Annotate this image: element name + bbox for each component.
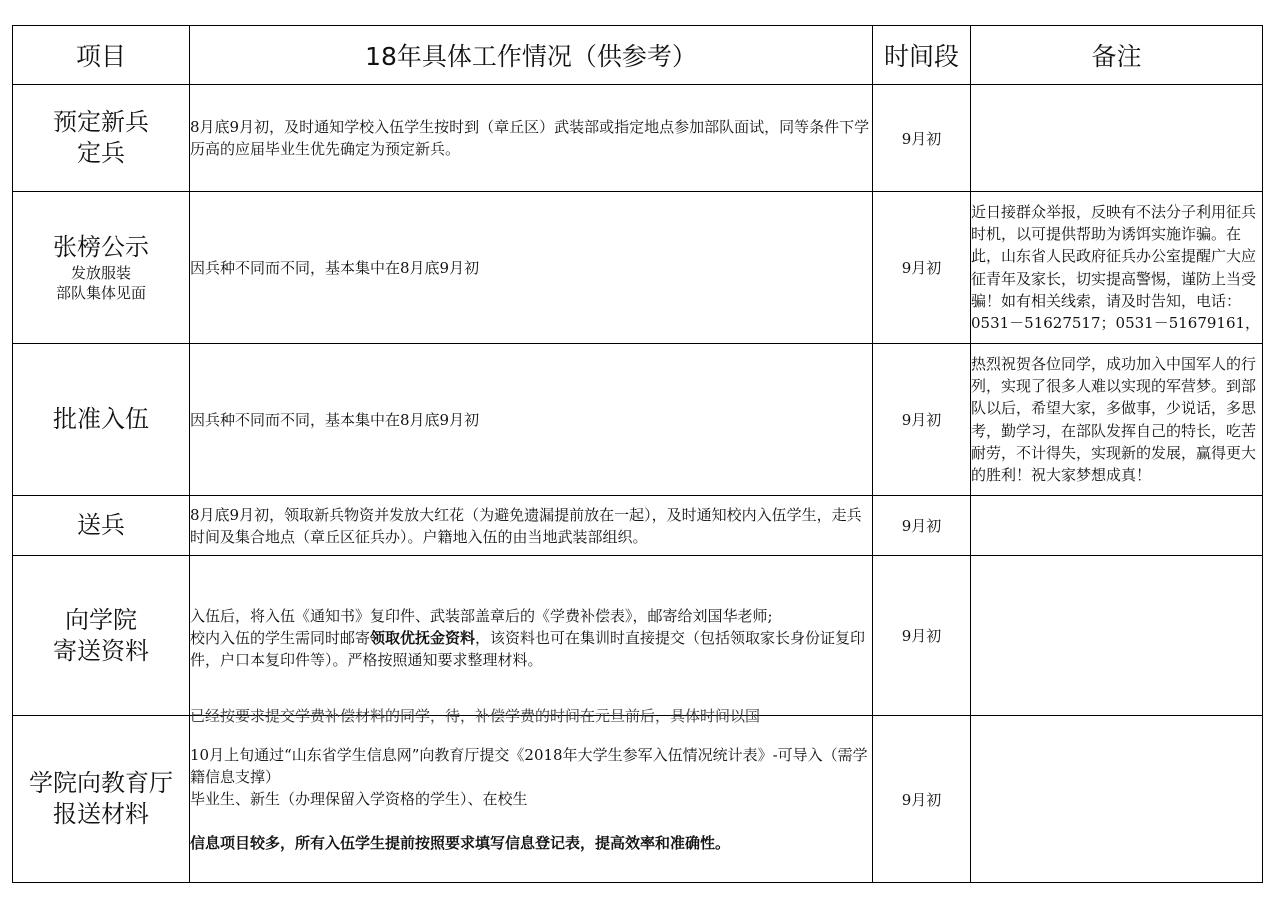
table-row <box>13 496 1263 556</box>
item-cell <box>13 496 190 556</box>
detail-text-part: ，该资料也可在集训时直接提交（包括领取家长身份证复印件，户口本复印件等）。严格按照通知要求整理材料。 <box>190 629 866 669</box>
detail-text: 10月上旬通过“山东省学生信息网”向教育厅提交《2018年大学生参军入伍情况统计表》-可导入（需学籍信息支撑） <box>190 746 868 786</box>
detail-text: 因兵种不同而不同，基本集中在8月底9月初 <box>190 258 480 277</box>
note-cell <box>971 716 1263 883</box>
detail-cell <box>190 85 873 192</box>
time-cell: 9月初 <box>873 716 971 883</box>
item-cell <box>13 716 190 883</box>
table-row <box>13 556 1263 716</box>
detail-text: 毕业生、新生（办理保留入学资格的学生）、在校生 <box>190 790 528 808</box>
detail-spacer <box>190 810 872 832</box>
time-cell: 9月初 <box>873 85 971 192</box>
item-title-line: 学院向教育厅 <box>29 769 173 797</box>
item-cell <box>13 192 190 344</box>
table-row <box>13 344 1263 496</box>
header-time: 时间段 <box>873 26 971 85</box>
detail-cell <box>190 344 873 496</box>
detail-text: 8月底9月初，及时通知学校入伍学生按时到（章丘区）武装部或指定地点参加部队面试，同等条件下学历高的应届毕业生优先确定为预定新兵。 <box>190 118 870 158</box>
header-detail: 18年具体工作情况（供参考） <box>190 26 873 85</box>
item-subtitle-line: 部队集体见面 <box>55 284 146 302</box>
detail-text: 因兵种不同而不同，基本集中在8月底9月初 <box>190 410 480 429</box>
detail-text: 入伍后，将入伍《通知书》复印件、武装部盖章后的《学费补偿表》，邮寄给刘国华老师; <box>190 607 773 625</box>
note-cell: 热烈祝贺各位同学，成功加入中国军人的行列，实现了很多人难以实现的军营梦。到部队以后，希望大家，多做事，少说话，多思考，勤学习，在部队发挥自己的特长，吃苦耐劳，不计得失，实现新的发展，赢得更大的胜利！祝大家梦想成真！ <box>971 344 1263 496</box>
detail-text: 8月底9月初，领取新兵物资并发放大红花（为避免遗漏提前放在一起），及时通知校内入伍学生，走兵时间及集合地点（章丘区征兵办）。户籍地入伍的由当地武装部组织。 <box>190 505 862 546</box>
note-cell: 近日接群众举报，反映有不法分子利用征兵时机，以可提供帮助为诱饵实施诈骗。在此，山东省人民政府征兵办公室提醒广大应征青年及家长，切实提高警惕，谨防上当受骗！如有相关线索，请及时告知，电话：0531－51627517；0531－51679161， <box>971 192 1263 344</box>
table-row <box>13 716 1263 883</box>
item-title-line: 报送材料 <box>53 800 149 828</box>
item-title-line: 预定新兵 <box>53 108 149 136</box>
item-cell <box>13 556 190 716</box>
item-title-line: 向学院 <box>65 605 137 634</box>
detail-text <box>190 627 872 671</box>
detail-text-emphasis: 领取优抚金资料 <box>370 629 476 647</box>
detail-cell <box>190 192 873 344</box>
header-row <box>13 26 1263 85</box>
table-row <box>13 85 1263 192</box>
note-cell <box>971 556 1263 716</box>
detail-text-part: 校内入伍的学生需同时邮寄 <box>190 629 371 647</box>
item-subtitle-line: 发放服装 <box>70 264 131 282</box>
note-cell <box>971 85 1263 192</box>
detail-cell <box>190 556 873 725</box>
header-note: 备注 <box>971 26 1263 85</box>
header-item: 项目 <box>13 26 190 85</box>
time-cell: 9月初 <box>873 344 971 496</box>
item-title-line: 批准入伍 <box>53 405 149 433</box>
item-cell <box>13 85 190 192</box>
time-cell: 9月初 <box>873 192 971 344</box>
item-title-line: 张榜公示 <box>53 233 149 261</box>
time-cell: 9月初 <box>873 556 971 716</box>
item-title-line: 定兵 <box>77 139 125 167</box>
detail-cell <box>190 716 873 883</box>
detail-cell <box>190 496 873 556</box>
item-title-line: 送兵 <box>77 511 125 539</box>
item-cell <box>13 344 190 496</box>
detail-text-emphasis: 信息项目较多，所有入伍学生提前按照要求填写信息登记表，提高效率和准确性。 <box>190 834 731 852</box>
item-title-line: 寄送资料 <box>53 636 149 665</box>
detail-clipped-text: 已经按要求提交学费补偿材料的同学，待，补偿学费的时间在元旦前后，具体时间以国 <box>190 707 761 725</box>
note-cell <box>971 496 1263 556</box>
table-row <box>13 192 1263 344</box>
work-schedule-table <box>12 25 1263 883</box>
time-cell: 9月初 <box>873 496 971 556</box>
